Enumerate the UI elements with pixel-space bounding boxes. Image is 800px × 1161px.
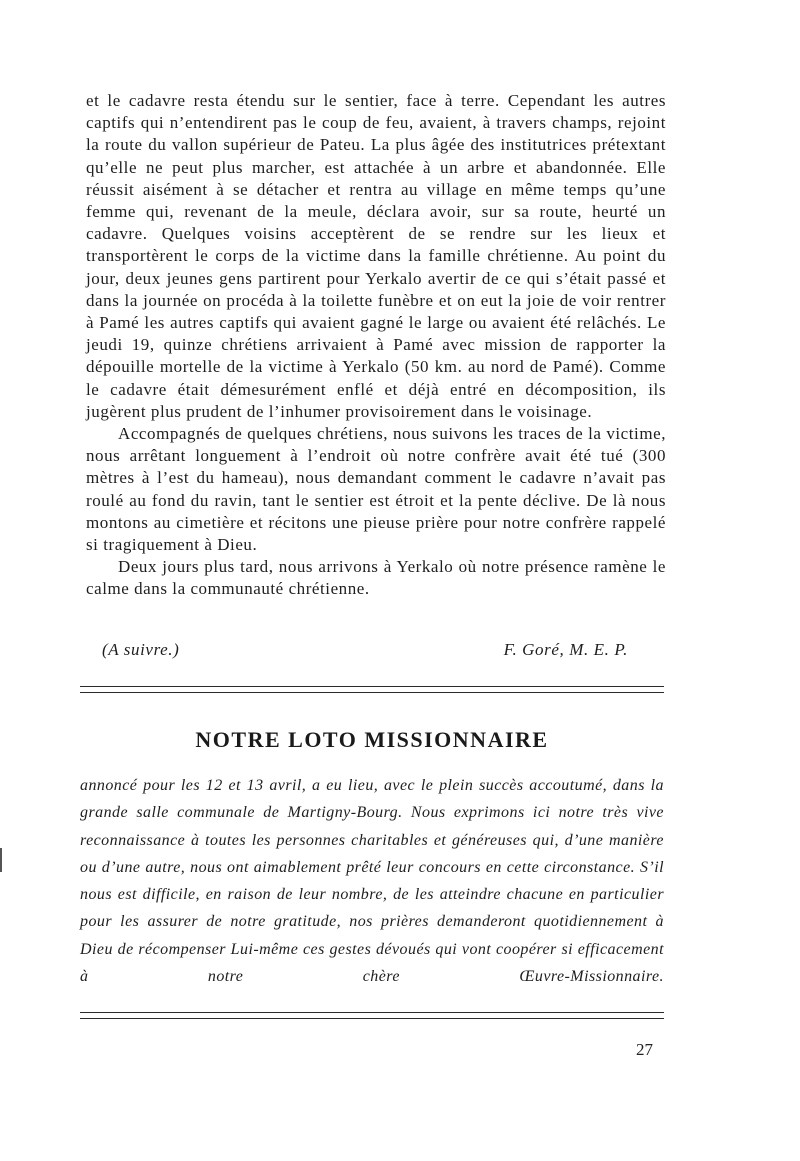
to-be-continued-note: (A suivre.) — [102, 640, 180, 659]
scan-margin-mark — [0, 848, 2, 872]
section-divider-top — [80, 686, 664, 693]
article-paragraph: Accompagnés de quelques chrétiens, nous suivons les traces de la victime, nous arrêtant longuement à l’endroit où notre confrère avait été tué (300 mètres à l’est du hameau), nous demandant comment le cadavre n’avait pas roulé au fond du ravin, tant le sentier est étroit et la pente déclive. De là nous montons au cimetière et récitons une pieuse prière pour notre confrère rappelé si tragiquement à Dieu. — [86, 424, 666, 555]
section-paragraph: annoncé pour les 12 et 13 avril, a eu lieu, avec le plein succès accoutumé, dans la grande salle communale de Martigny-Bourg. Nous exprimons ici notre très vive reconnaissance à toutes les personnes charitables et généreuses qui, d’une manière ou d’une autre, nous ont aimablement prêté leur concours en cette circonstance. S’il nous est difficile, en raison de leur nombre, de les atteindre chacune en particulier pour les assurer de notre gratitude, nos prières demanderont quotidiennement à Dieu de récompenser Lui-même ces gestes dévoués qui vont coopérer si efficacement à notre chère Œuvre-Missionnaire. — [80, 777, 664, 986]
article-paragraph: Deux jours plus tard, nous arrivons à Yerkalo où notre présence ramène le calme dans la communauté chrétienne. — [86, 557, 666, 599]
section-divider-bottom — [80, 1012, 664, 1019]
author-signature: F. Goré, M. E. P. — [503, 640, 628, 659]
section-title: NOTRE LOTO MISSIONNAIRE — [195, 727, 549, 752]
article-body — [86, 90, 666, 601]
page-number: 27 — [636, 1040, 653, 1059]
article-paragraph: et le cadavre resta étendu sur le sentier, face à terre. Cependant les autres captifs qui n’entendirent pas le coup de feu, avaient, à travers champs, rejoint la route du vallon supérieur de Pateu. La plus âgée des institutrices prétextant qu’elle ne peut plus marcher, est attachée à un arbre et abandonnée. Elle réussit aisément à se détacher et rentra au village en même temps qu’une femme qui, revenant de la meule, déclara avoir, sur sa route, heurté un cadavre. Quelques voisins acceptèrent de se rendre sur les lieux et transportèrent le corps de la victime dans la famille chrétienne. Au point du jour, deux jeunes gens partirent pour Yerkalo avertir de ce qui s’était passé et dans la journée on procéda à la toilette funèbre et on eut la joie de voir rentrer à Pamé les autres captifs qui avaient gagné le large ou avaient été relâchés. Le jeudi 19, quinze chrétiens arrivaient à Pamé avec mission de rapporter la dépouille mortelle de la victime à Yerkalo (50 km. au nord de Pamé). Comme le cadavre était démesurément enflé et déjà entré en décomposition, ils jugèrent plus prudent de l’inhumer provisoirement dans le voisinage. — [86, 91, 666, 421]
section-body — [80, 772, 664, 990]
